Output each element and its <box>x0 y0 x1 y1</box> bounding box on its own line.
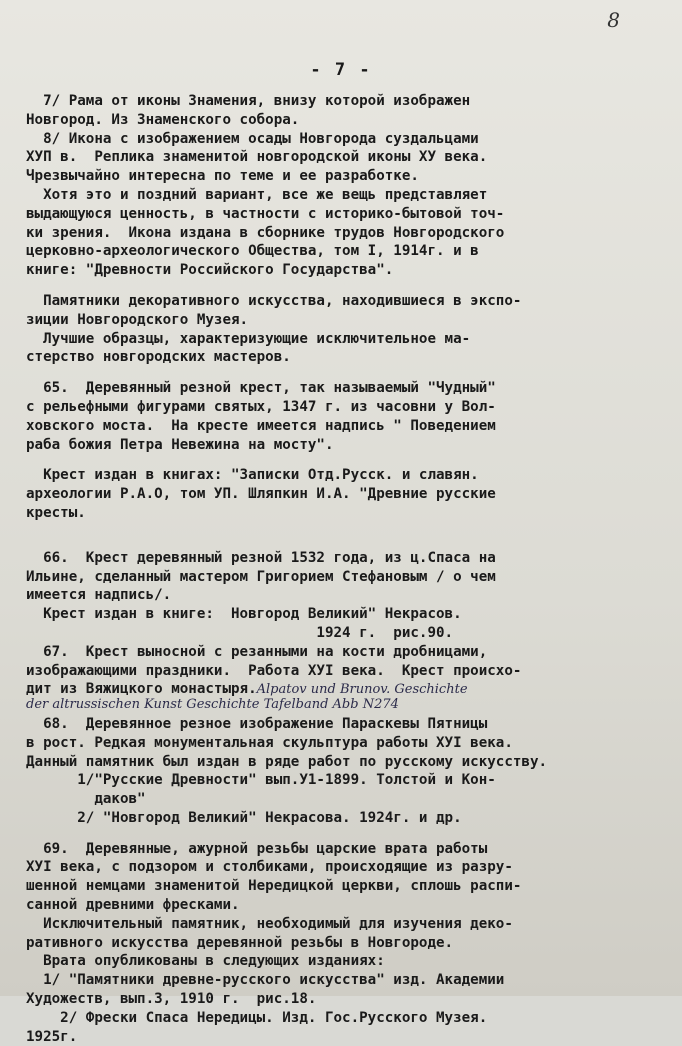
text-line: Крест издан в книге: Новгород Великий" Некрасов. <box>26 606 462 623</box>
text-line: Врата опубликованы в следующих изданиях: <box>26 953 385 970</box>
text-line: кресты. <box>26 504 86 521</box>
text-line: в рост. Редкая монументальная скульптура работы ХУI века. <box>26 734 513 751</box>
handwritten-page-number: 8 <box>607 8 620 32</box>
section-decorative-art <box>26 292 672 367</box>
text-line: Крест издан в книгах: "Записки Отд.Русск. и славян. <box>26 467 479 484</box>
text-line: Исключительный памятник, необходимый для изучения деко- <box>26 915 513 932</box>
text-line: археологии Р.А.О, том УП. Шляпкин И.А. "Древние русские <box>26 486 496 503</box>
text-line: Художеств, вып.3, 1910 г. рис.18. <box>26 991 317 1008</box>
text-line: 68. Деревянное резное изображение Параскевы Пятницы <box>26 715 488 732</box>
text-line: ХУI века, с подзором и столбиками, происходящие из разру- <box>26 859 513 876</box>
text-line: 8/ Икона с изображением осады Новгорода суздальцами <box>26 130 479 147</box>
text-line: Чрезвычайно интересна по теме и ее разработке. <box>26 168 419 185</box>
text-line: Памятники декоративного искусства, находившиеся в экспо- <box>26 292 522 309</box>
section-items-7-8 <box>26 92 672 280</box>
text-line: выдающуюся ценность, в частности с историко-бытовой точ- <box>26 205 505 222</box>
text-line: 7/ Рама от иконы Знамения, внизу которой изображен <box>26 93 471 109</box>
text-line: 2/ Фрески Спаса Нередицы. Изд. Гос.Русского Музея. <box>26 1009 488 1026</box>
section-item-69 <box>26 840 672 1046</box>
text-line: 1924 г. рис.90. <box>26 624 454 641</box>
text-line: 66. Крест деревянный резной 1532 года, из ц.Спаса на <box>26 549 496 566</box>
text-line: изображающими праздники. Работа ХУI века. Крест происхо- <box>26 662 522 679</box>
text-line: Хотя это и поздний вариант, все же вещь представляет <box>26 186 488 203</box>
text-line: церковно-археологического Общества, том I, 1914г. и в <box>26 243 479 260</box>
text-line-part: дит из Вяжицкого монастыря. <box>26 681 257 698</box>
page-header: - 7 - <box>310 60 372 80</box>
text-line: имеется надпись/. <box>26 587 172 604</box>
text-line: даков" <box>26 791 146 808</box>
text-line: 1925г. <box>26 1028 78 1045</box>
text-line: ративного искусства деревянной резьбы в Новгороде. <box>26 934 454 951</box>
handwritten-note-1: Alpatov und Brunov. Geschichte <box>256 682 468 698</box>
document-body <box>26 92 672 1046</box>
text-line: ховского моста. На кресте имеется надпись " Поведением <box>26 417 496 434</box>
text-line: ки зрения. Икона издана в сборнике трудов Новгородского <box>26 224 505 241</box>
text-line: раба божия Петра Невежина на мосту". <box>26 436 334 453</box>
section-items-66-67 <box>26 549 672 715</box>
text-line: 69. Деревянные, ажурной резьбы царские врата работы <box>26 840 488 857</box>
text-line: 65. Деревянный резной крест, так называемый "Чудный" <box>26 380 496 397</box>
section-item-68 <box>26 715 672 828</box>
text-line: с рельефными фигурами святых, 1347 г. из часовни у Вол- <box>26 398 496 415</box>
text-line: 67. Крест выносной с резанными на кости дробницами, <box>26 643 488 660</box>
text-line: Лучшие образцы, характеризующие исключительное ма- <box>26 330 471 347</box>
text-line: 1/ "Памятники древне-русского искусства" изд. Академии <box>26 972 505 989</box>
text-line: 2/ "Новгород Великий" Некрасова. 1924г. и др. <box>26 809 462 826</box>
section-item-65-publication <box>26 466 672 522</box>
text-line: Новгород. Из Знаменского собора. <box>26 111 300 128</box>
text-line: санной древними фресками. <box>26 897 240 914</box>
text-line: Ильине, сделанный мастером Григорием Стефановым / о чем <box>26 568 496 585</box>
text-line: шенной немцами знаменитой Нередицкой церкви, сплошь распи- <box>26 878 522 895</box>
section-item-65 <box>26 379 672 454</box>
text-line: стерство новгородских мастеров. <box>26 349 291 366</box>
text-line: Данный памятник был издан в ряде работ по русскому искусству. <box>26 753 548 770</box>
text-line: зиции Новгородского Музея. <box>26 311 249 328</box>
text-line: ХУП в. Реплика знаменитой новгородской иконы ХУ века. <box>26 149 488 166</box>
text-line: 1/"Русские Древности" вып.У1-1899. Толстой и Кон- <box>26 772 496 789</box>
text-line: книге: "Древности Российского Государства". <box>26 262 394 279</box>
handwritten-note-2: der altrussischen Kunst Geschichte Tafelband Abb N274 <box>26 697 399 713</box>
